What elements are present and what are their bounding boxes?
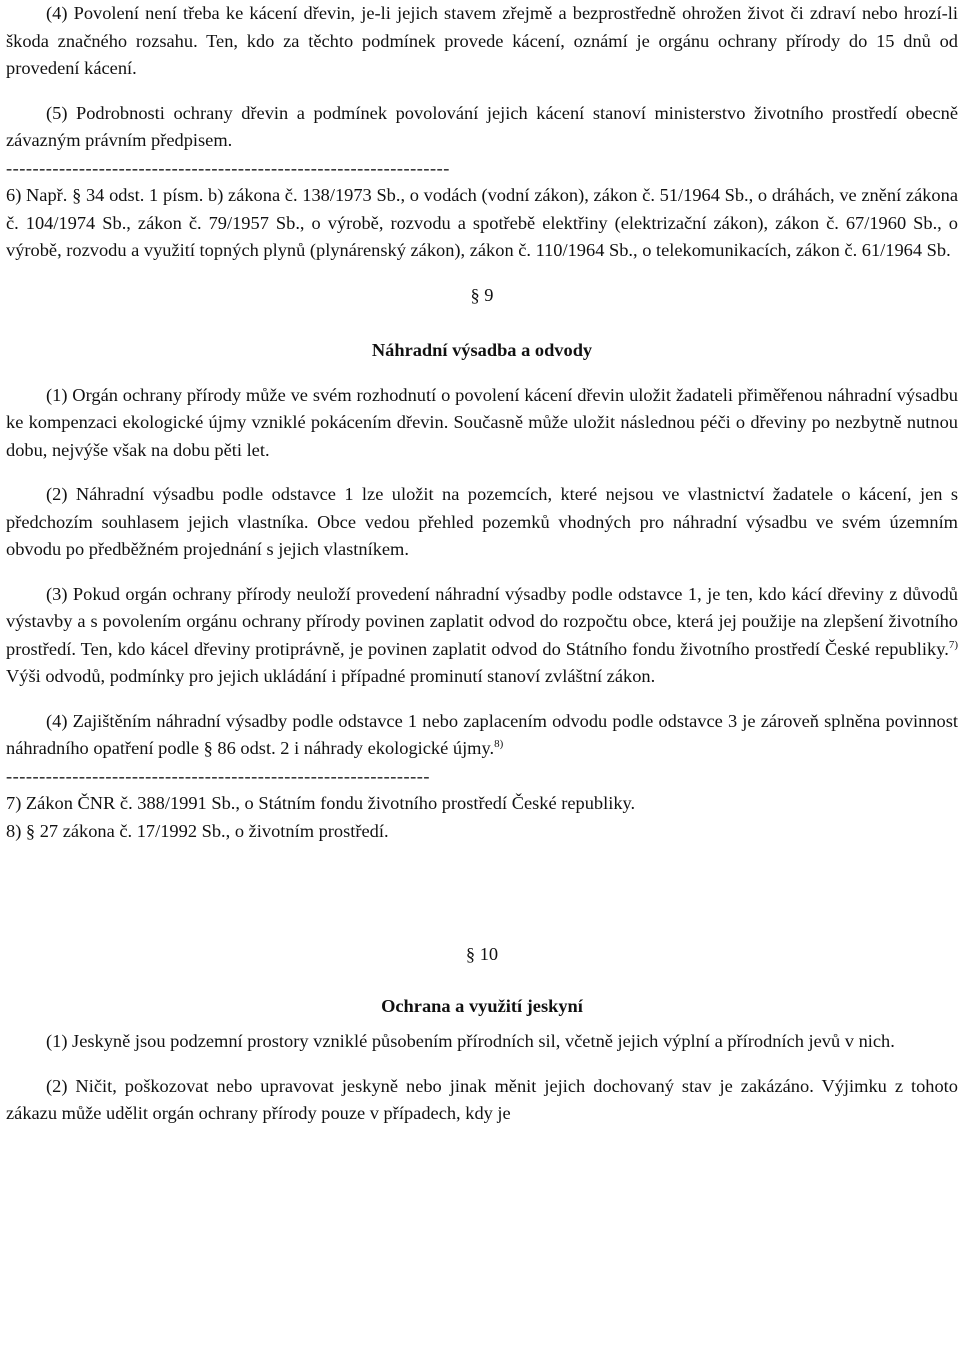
spacer: [6, 1056, 958, 1073]
document-page: [6, 0, 958, 1128]
spacer: [6, 265, 958, 282]
spacer: [6, 464, 958, 481]
section-9-title: Náhradní výsadba a odvody: [371, 340, 593, 360]
paragraph-9-4: [6, 708, 958, 763]
spacer: [6, 969, 958, 993]
footnote-separator-2: ----------------------------------------------------------------: [6, 765, 430, 786]
footnote-ref-8: 8): [494, 737, 504, 750]
paragraph-9-2: (2) Náhradní výsadbu podle odstavce 1 lze uložit na pozemcích, které nejsou ve vlastnictví žadatele o kácení, jen s předchozím souhlasem jejich vlastníka. Obce vedou přehled pozemků vhodných pro náhradní výsadbu ve svém územním obvodu po předběžném projednání s jejich vlastníkem.: [6, 484, 958, 559]
paragraph-9-4-text: (4) Zajištěním náhradní výsadby podle odstavce 1 nebo zaplacením odvodu podle odstavce 3 je zároveň splněna povinnost náhradního opatření podle § 86 odst. 2 i náhrady ekologické újmy.: [6, 710, 958, 758]
footnote-6: 6) Např. § 34 odst. 1 písm. b) zákona č. 138/1973 Sb., o vodách (vodní zákon), zákon č. 51/1964 Sb., o dráhách, ve znění zákona č. 104/1974 Sb., zákon č. 79/1957 Sb., o výrobě, rozvodu a spotřebě elektřiny (elektrizační zákon), zákon č. 67/1960 Sb., o výrobě, rozvodu a využití topných plynů (plynárenský zákon), zákon č. 110/1964 Sb., o telekomunikacích, zákon č. 61/1964 Sb.: [6, 185, 958, 260]
footnote-separator: -------------------------------------------------------------------: [6, 157, 450, 178]
spacer: [6, 365, 958, 382]
section-10-number: § 10: [465, 944, 499, 964]
footnote-ref-7: 7): [948, 638, 958, 651]
spacer: [6, 309, 958, 337]
paragraph-9-3-text-end: Výši odvodů, podmínky pro jejich ukládání i případné prominutí stanoví zvláštní zákon.: [6, 666, 656, 686]
spacer: [6, 845, 958, 941]
spacer: [6, 691, 958, 708]
paragraph-9-3: [6, 581, 958, 691]
paragraph-10-2: (2) Ničit, poškozovat nebo upravovat jeskyně nebo jinak měnit jejich dochovaný stav je zakázáno. Výjimku z tohoto zákazu může udělit orgán ochrany přírody pouze v případech, kdy je: [6, 1075, 958, 1123]
spacer: [6, 564, 958, 581]
section-9-number: § 9: [470, 284, 494, 305]
paragraph-8-5: (5) Podrobnosti ochrany dřevin a podmínek povolování jejich kácení stanoví ministerstvo životního prostředí obecně závazným právním předpisem.: [6, 102, 958, 150]
paragraph-9-3-text: (3) Pokud orgán ochrany přírody neuloží provedení náhradní výsadby podle odstavce 1, je ten, kdo kácí dřeviny z důvodů výstavby a s povolením orgánu ochrany přírody povinen zaplatit odvod do rozpočtu obce, která jej použije na zlepšení životního prostředí. Ten, kdo kácel dřeviny protiprávně, je povinen zaplatit odvod do Státního fondu životního prostředí České republiky.: [6, 583, 958, 659]
paragraph-8-4: (4) Povolení není třeba ke kácení dřevin, je-li jejich stavem zřejmě a bezprostředně ohrožen život či zdraví nebo hrozí-li škoda značného rozsahu. Ten, kdo za těchto podmínek provede kácení, oznámí je orgánu ochrany přírody do 15 dnů od provedení kácení.: [6, 3, 958, 78]
section-10-heading: [6, 941, 958, 1020]
spacer: [6, 83, 958, 100]
footnote-7: 7) Zákon ČNR č. 388/1991 Sb., o Státním fondu životního prostředí České republiky.: [6, 793, 636, 813]
section-10-title: Ochrana a využití jeskyní: [381, 995, 583, 1016]
footnote-8: 8) § 27 zákona č. 17/1992 Sb., o životním prostředí.: [6, 820, 389, 841]
spacer: [6, 1020, 958, 1028]
paragraph-10-1: (1) Jeskyně jsou podzemní prostory vzniklé působením přírodních sil, včetně jejich výplní a přírodních jevů v nich.: [46, 1031, 895, 1051]
paragraph-9-1: (1) Orgán ochrany přírody může ve svém rozhodnutí o povolení kácení dřevin uložit žadateli přiměřenou náhradní výsadbu ke kompenzaci ekologické újmy vzniklé pokácením dřevin. Současně může uložit následnou péči o dřeviny po nezbytně nutnou dobu, nejvýše však na dobu pěti let.: [6, 384, 958, 460]
section-9-heading: [6, 282, 958, 365]
